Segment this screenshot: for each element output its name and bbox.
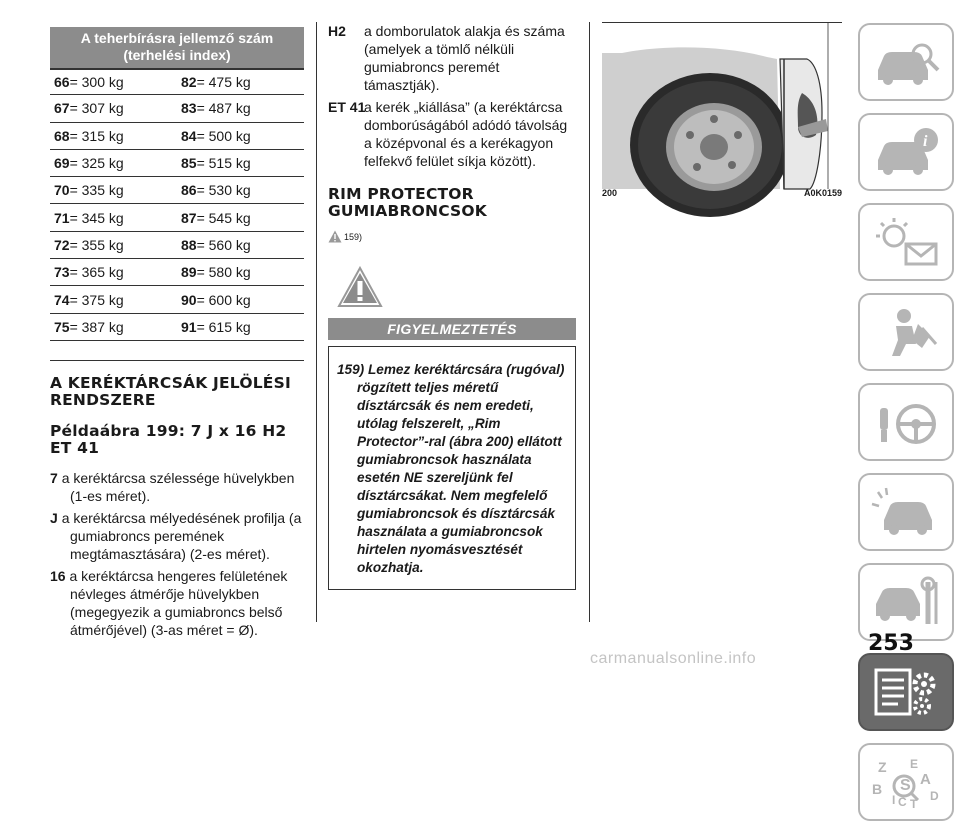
load-index: 85	[181, 155, 197, 172]
rim-marking-heading: A KERÉKTÁRCSÁK JELÖLÉSI RENDSZERE	[50, 373, 291, 409]
safety-airbag-icon	[870, 214, 942, 270]
load-value: = 530 kg	[196, 182, 251, 199]
load-value: = 615 kg	[196, 318, 251, 335]
table-cell	[177, 74, 304, 90]
load-value: = 600 kg	[196, 291, 251, 308]
load-value: = 325 kg	[69, 155, 124, 172]
breakdown-icon	[870, 394, 942, 450]
load-index-table-header: A teherbírásra jellemző szám (terhelési index)	[50, 27, 304, 68]
definition-text: a keréktárcsa szélessége hüvelykben (1-es méret).	[61, 469, 295, 504]
sidebar-tab-emergency[interactable]	[858, 473, 954, 551]
page-number: 253	[868, 631, 914, 656]
definition-item	[50, 509, 304, 563]
load-index: 74	[54, 291, 70, 308]
table-cell	[50, 74, 177, 90]
load-index: 88	[181, 236, 197, 253]
load-value: = 375 kg	[69, 291, 124, 308]
load-index: 71	[54, 209, 70, 226]
load-index-table	[50, 68, 304, 341]
table-cell	[50, 264, 177, 280]
definition-key: J	[50, 509, 58, 526]
table-row	[50, 259, 304, 286]
svg-text:C: C	[898, 795, 907, 809]
table-cell	[177, 155, 304, 171]
table-row	[50, 232, 304, 259]
table-cell	[50, 128, 177, 144]
column-divider-1	[316, 22, 317, 622]
warning-triangle-icon	[328, 230, 342, 243]
sidebar-tab-specifications[interactable]	[858, 653, 954, 731]
load-index: 69	[54, 155, 70, 172]
warning-lights-icon	[870, 124, 942, 180]
table-cell	[177, 100, 304, 116]
rim-definitions-cont	[328, 22, 576, 170]
specifications-icon	[870, 664, 942, 720]
table-cell	[177, 292, 304, 308]
definition-key: 7	[50, 469, 58, 486]
definition-key: H2	[328, 23, 346, 39]
table-cell	[50, 237, 177, 253]
table-cell	[177, 128, 304, 144]
load-index: 84	[181, 127, 197, 144]
load-index: 89	[181, 264, 197, 281]
figure-200-image	[602, 22, 842, 188]
svg-text:S: S	[900, 777, 911, 794]
load-value: = 355 kg	[69, 236, 124, 253]
svg-text:I: I	[892, 793, 896, 807]
maintenance-icon	[870, 484, 942, 540]
rim-definitions	[50, 469, 304, 639]
load-index: 91	[181, 318, 197, 335]
load-value: = 315 kg	[69, 127, 124, 144]
table-end-rule	[50, 341, 304, 361]
column-divider-2	[589, 22, 590, 622]
definition-item	[50, 567, 304, 639]
load-value: = 300 kg	[69, 74, 124, 91]
load-index: 82	[181, 74, 197, 91]
definition-item	[328, 22, 576, 94]
table-row	[50, 177, 304, 204]
table-cell	[177, 319, 304, 335]
svg-text:E: E	[910, 757, 919, 771]
definition-text: a kerék „kiállása” (a keréktárcsa domborúságából adódó távolság a középvonal és a kerékagyon felfekvő felület síkja között).	[364, 99, 568, 169]
definition-text: a keréktárcsa mélyedésének profilja (a gumiabroncs peremének megtámasztására) (2-es méret).	[61, 509, 302, 562]
load-value: = 500 kg	[196, 127, 251, 144]
table-row	[50, 204, 304, 231]
load-index: 86	[181, 182, 197, 199]
load-index: 72	[54, 236, 70, 253]
chapter-sidebar	[858, 23, 954, 833]
wheel-illustration	[602, 23, 842, 189]
sidebar-tab-car-info[interactable]	[858, 23, 954, 101]
load-value: = 545 kg	[196, 209, 251, 226]
table-cell	[177, 237, 304, 253]
table-cell	[50, 292, 177, 308]
load-index: 68	[54, 127, 70, 144]
table-cell	[50, 210, 177, 226]
warning-box	[328, 346, 576, 590]
load-index: 66	[54, 74, 70, 91]
rim-protector-heading: RIM PROTECTOR GUMIABRONCSOK	[328, 185, 488, 220]
figure-code: A0K0159	[803, 188, 842, 198]
load-index: 87	[181, 209, 197, 226]
warning-ref-number: 159)	[344, 231, 363, 242]
load-index: 67	[54, 100, 70, 117]
warning-large-icon	[338, 267, 382, 307]
load-value: = 560 kg	[196, 236, 251, 253]
svg-text:i: i	[923, 133, 928, 150]
table-cell	[50, 100, 177, 116]
load-value: = 515 kg	[196, 155, 251, 172]
table-cell	[177, 182, 304, 198]
svg-text:T: T	[910, 797, 918, 811]
car-info-icon	[870, 34, 942, 90]
load-index: 90	[181, 291, 197, 308]
table-row	[50, 314, 304, 341]
warning-reference[interactable]	[328, 230, 576, 243]
steering-start-icon	[870, 304, 942, 360]
left-column	[50, 27, 304, 639]
load-index: 75	[54, 318, 70, 335]
definition-item	[50, 469, 304, 505]
load-index: 83	[181, 100, 197, 117]
sidebar-tab-index[interactable]	[858, 743, 954, 821]
figure-caption	[602, 188, 842, 198]
sidebar-tab-lights[interactable]	[858, 203, 954, 281]
index-icon	[870, 754, 942, 810]
table-row	[50, 95, 304, 122]
definition-key: 16	[50, 567, 66, 584]
load-value: = 387 kg	[69, 318, 124, 335]
load-value: = 335 kg	[69, 182, 124, 199]
definition-text: a domborulatok alakja és száma (amelyek a tömlő nélküli gumiabroncs peremét támasztják).	[364, 23, 565, 93]
definition-item	[328, 98, 576, 170]
definition-text: a keréktárcsa hengeres felületének névleges átmérője hüvelykben (megegyezik a gumiabroncs belső átmérőjével) (3-as méret = Ø).	[69, 567, 288, 638]
example-figure-heading: Példaábra 199: 7 J x 16 H2 ET 41	[50, 421, 287, 457]
table-row	[50, 150, 304, 177]
sidebar-tab-driving[interactable]	[858, 383, 954, 461]
warning-title-bar: FIGYELMEZTETÉS	[328, 318, 576, 340]
table-cell	[177, 264, 304, 280]
middle-column	[328, 22, 576, 590]
table-cell	[50, 155, 177, 171]
figure-number: 200	[602, 188, 618, 198]
table-row	[50, 68, 304, 95]
load-index: 70	[54, 182, 70, 199]
table-cell	[177, 210, 304, 226]
wrench-car-icon	[870, 574, 942, 630]
definition-key: ET 41	[328, 99, 366, 115]
load-value: = 345 kg	[69, 209, 124, 226]
load-index: 73	[54, 264, 70, 281]
sidebar-tab-maintenance[interactable]	[858, 563, 954, 641]
load-value: = 487 kg	[196, 100, 251, 117]
svg-text:B: B	[872, 781, 883, 797]
load-value: = 307 kg	[69, 100, 124, 117]
sidebar-tab-safety[interactable]	[858, 293, 954, 371]
table-row	[50, 286, 304, 313]
svg-text:Z: Z	[878, 759, 887, 775]
load-value: = 365 kg	[69, 264, 124, 281]
watermark: carmanualsonline.info	[590, 650, 757, 667]
svg-text:D: D	[930, 789, 939, 803]
warning-text: 159) Lemez keréktárcsára (rugóval) rögzített teljes méretű dísztárcsák és nem eredeti, utólag felszerelt, „Rim Protector”-ral (ábra 200) ellátott gumiabroncsok használata esetén NE szereljünk fel dísztárcsákat. Nem megfelelő gumiabroncsok és dísztárcsák használata a gumiabroncsok hirtelen nyomásvesztését okozhatja.	[337, 362, 565, 575]
load-value: = 475 kg	[196, 74, 251, 91]
svg-text:A: A	[920, 771, 931, 788]
table-row	[50, 123, 304, 150]
table-cell	[50, 319, 177, 335]
sidebar-tab-info[interactable]	[858, 113, 954, 191]
table-cell	[50, 182, 177, 198]
load-value: = 580 kg	[196, 264, 251, 281]
